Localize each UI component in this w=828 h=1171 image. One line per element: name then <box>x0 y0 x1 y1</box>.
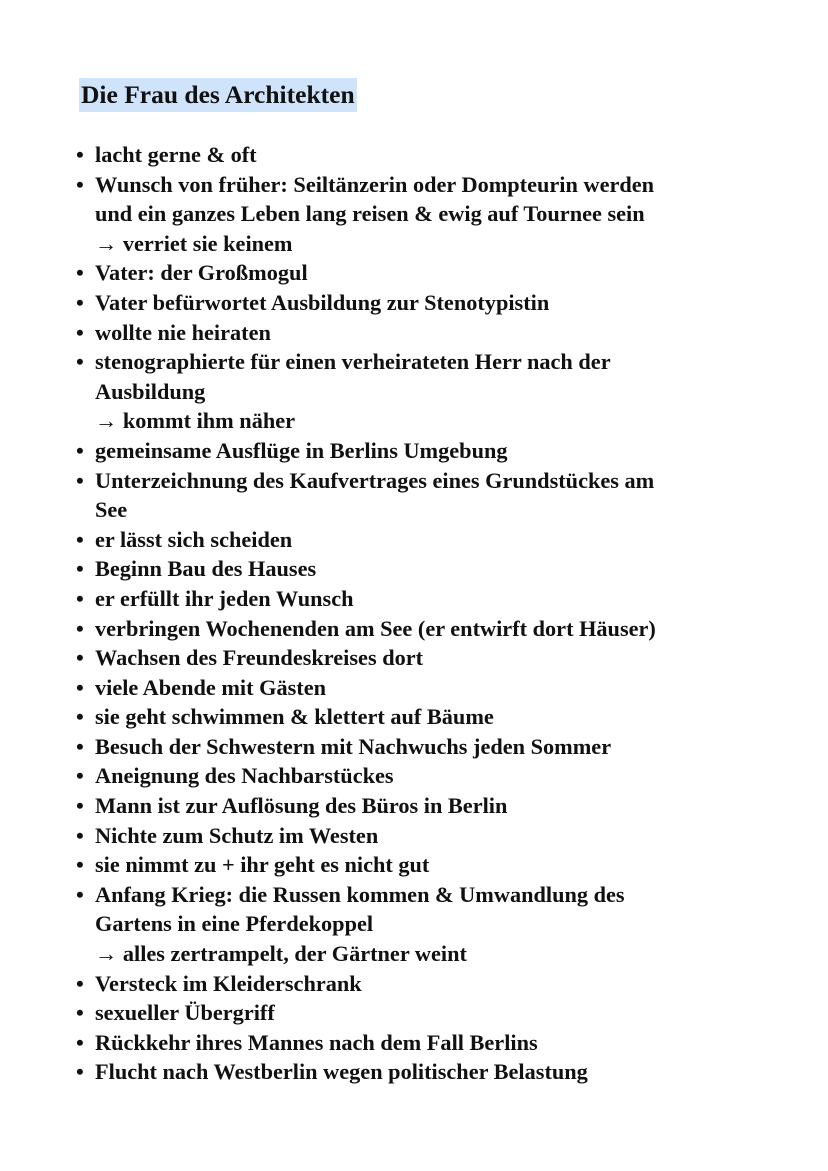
list-item <box>76 258 766 288</box>
bullet-icon: • <box>76 970 84 996</box>
bullet-icon: • <box>76 881 84 907</box>
list-item <box>76 761 766 791</box>
bullet-icon: • <box>76 733 84 759</box>
list-item-text: Mann ist zur Auflösung des Büros in Berlin <box>95 793 508 819</box>
list-item-text: Vater befürwortet Ausbildung zur Stenotypistin <box>95 289 550 315</box>
bullet-icon: • <box>76 171 84 197</box>
page-title: Die Frau des Architekten <box>79 78 357 112</box>
list-item-text: wollte nie heiraten <box>95 319 271 345</box>
list-item <box>76 554 766 584</box>
list-item-text: Aneignung des Nachbarstückes <box>95 763 394 789</box>
list-item <box>76 643 766 673</box>
list-item-text: Gartens in eine Pferdekoppel <box>95 911 374 937</box>
list-item-text: See <box>95 497 128 523</box>
list-item-text: lacht gerne & oft <box>95 142 257 167</box>
list-item-text: viele Abende mit Gästen <box>95 674 327 700</box>
list-item-text: Nichte zum Schutz im Westen <box>95 822 379 848</box>
bullet-icon: • <box>76 289 84 315</box>
bullet-icon: • <box>76 319 84 345</box>
bullet-icon: • <box>76 615 84 641</box>
bullet-icon: • <box>76 1029 84 1055</box>
list-item-text: Ausbildung <box>95 378 206 404</box>
list-item <box>76 140 766 170</box>
list-item-text: verbringen Wochenenden am See (er entwirft dort Häuser) <box>95 615 656 641</box>
list-item-text: gemeinsame Ausflüge in Berlins Umgebung <box>95 437 508 463</box>
bullet-icon: • <box>76 674 84 700</box>
bullet-icon: • <box>76 142 84 167</box>
list-item-text: Flucht nach Westberlin wegen politischer Belastung <box>95 1059 588 1085</box>
bullet-icon: • <box>76 585 84 611</box>
list-item-text: → alles zertrampelt, der Gärtner weint <box>95 941 467 967</box>
list-item <box>76 880 766 969</box>
list-item-text: stenographierte für einen verheirateten Herr nach der <box>95 349 611 375</box>
list-item <box>76 1028 766 1058</box>
bullet-icon: • <box>76 822 84 848</box>
bullet-icon: • <box>76 763 84 789</box>
list-item <box>76 998 766 1028</box>
list-item-text: sie nimmt zu + ihr geht es nicht gut <box>95 852 430 878</box>
list-item-text: er lässt sich scheiden <box>95 526 293 552</box>
list-item-text: er erfüllt ihr jeden Wunsch <box>95 585 354 611</box>
list-item <box>76 318 766 348</box>
bullet-icon: • <box>76 467 84 493</box>
list-item-text: Wunsch von früher: Seiltänzerin oder Dompteurin werden <box>95 171 655 197</box>
list-item <box>76 791 766 821</box>
bullet-icon: • <box>76 852 84 878</box>
bullet-icon: • <box>76 556 84 582</box>
list-item-text: Rückkehr ihres Mannes nach dem Fall Berlins <box>95 1029 538 1055</box>
list-item-text: sexueller Übergriff <box>95 1000 275 1026</box>
list-item-text: Wachsen des Freundeskreises dort <box>95 645 424 671</box>
list-item-text: Unterzeichnung des Kaufvertrages eines Grundstückes am <box>95 467 655 493</box>
list-item <box>76 347 766 436</box>
list-item <box>76 466 766 525</box>
list-item <box>76 821 766 851</box>
list-item-text: Vater: der Großmogul <box>95 260 308 286</box>
notes-list <box>76 140 766 1087</box>
bullet-icon: • <box>76 526 84 552</box>
list-item-text: sie geht schwimmen & klettert auf Bäume <box>95 704 494 730</box>
bullet-icon: • <box>76 704 84 730</box>
list-item <box>76 702 766 732</box>
list-item <box>76 436 766 466</box>
bullet-icon: • <box>76 1000 84 1026</box>
list-item-text: und ein ganzes Leben lang reisen & ewig auf Tournee sein <box>95 201 645 227</box>
list-item-text: → kommt ihm näher <box>95 408 296 434</box>
list-item <box>76 673 766 703</box>
list-item-text: Besuch der Schwestern mit Nachwuchs jeden Sommer <box>95 733 612 759</box>
list-item <box>76 969 766 999</box>
bullet-icon: • <box>76 1059 84 1085</box>
list-item <box>76 584 766 614</box>
list-item <box>76 170 766 259</box>
list-item <box>76 1057 766 1087</box>
bullet-icon: • <box>76 645 84 671</box>
bullet-icon: • <box>76 260 84 286</box>
list-item <box>76 614 766 644</box>
list-item <box>76 850 766 880</box>
list-item <box>76 732 766 762</box>
list-item-text: Beginn Bau des Hauses <box>95 556 317 582</box>
list-item-text: → verriet sie keinem <box>95 230 293 256</box>
list-item <box>76 525 766 555</box>
bullet-icon: • <box>76 437 84 463</box>
list-item <box>76 288 766 318</box>
bullet-icon: • <box>76 793 84 819</box>
list-item-text: Versteck im Kleiderschrank <box>95 970 362 996</box>
bullet-icon: • <box>76 349 84 375</box>
list-item-text: Anfang Krieg: die Russen kommen & Umwandlung des <box>95 881 625 907</box>
